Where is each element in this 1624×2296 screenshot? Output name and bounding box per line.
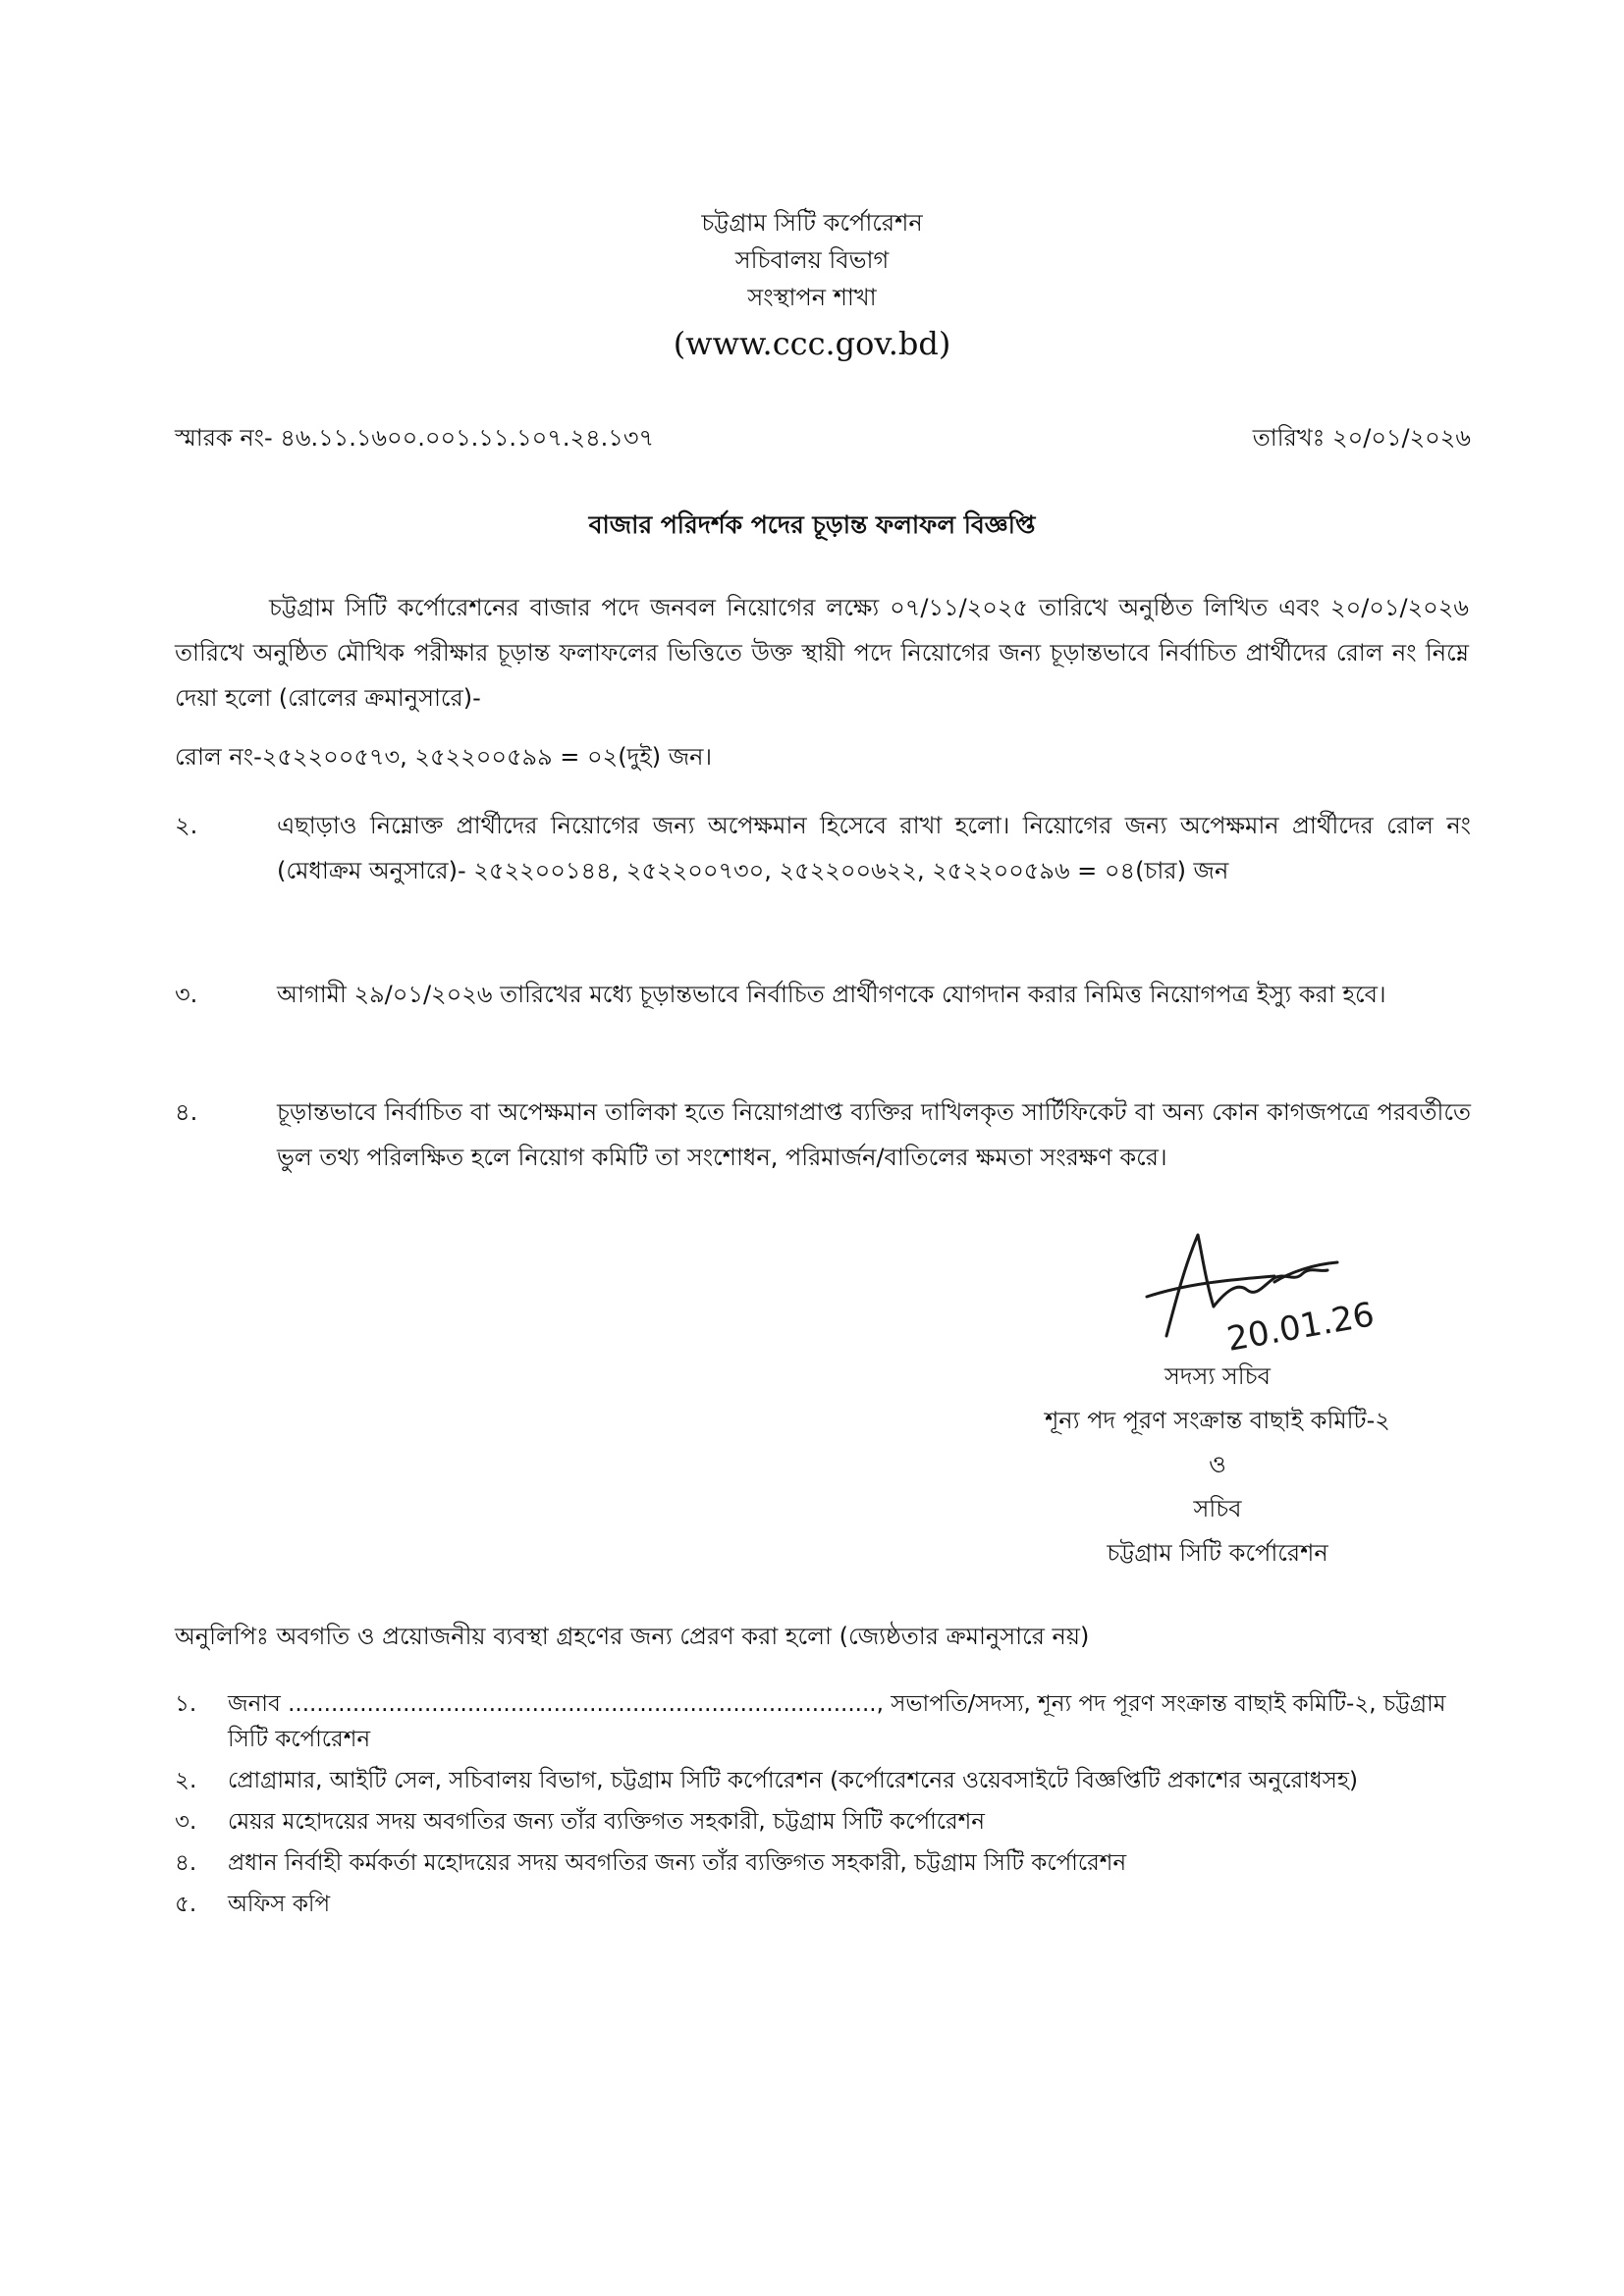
handwritten-signature [1127, 1213, 1481, 1361]
copy-number: ৪. [175, 1850, 197, 1876]
signature-date: 20.01.26 [1223, 1295, 1378, 1360]
signatory-committee: শূন্য পদ পূরণ সংক্রান্ত বাছাই কমিটি-২ [1045, 1407, 1390, 1434]
copy-text: প্রোগ্রামার, আইটি সেল, সচিবালয় বিভাগ, চট্টগ্রাম সিটি কর্পোরেশন (কর্পোরেশনের ওয়েবসাইটে বিজ্ঞপ্তিটি প্রকাশের অনুরোধসহ) [228, 1768, 1358, 1793]
branch-name: সংস্থাপন শাখা [747, 284, 877, 311]
copy-number: ৫. [175, 1892, 197, 1917]
copy-number: ২. [175, 1768, 197, 1793]
signatory-organization: চট্টগ্রাম সিটি কর্পোরেশন [1107, 1539, 1328, 1567]
copy-heading: অনুলিপিঃ অবগতি ও প্রয়োজনীয় ব্যবস্থা গ্রহণের জন্য প্রেরণ করা হলো (জ্যেষ্ঠতার ক্রমানুসারে নয়) [175, 1623, 1090, 1650]
signatory-title: সদস্য সচিব [1164, 1362, 1271, 1390]
letterhead [0, 204, 1624, 367]
copy-text: অফিস কপি [228, 1892, 331, 1917]
department-name: সচিবালয় বিভাগ [734, 246, 890, 274]
copy-text: জনাব .................................................................................., সভাপতি/সদস্য, শূন্য পদ পূরণ সংক্রান্ত বাছাই কমিটি-২, চট্টগ্রাম সিটি কর্পোরেশন [228, 1691, 1446, 1752]
signatory-conjunction: ও [1209, 1451, 1226, 1478]
copy-item [175, 1804, 1471, 1840]
copy-number: ১. [175, 1691, 197, 1717]
copy-item [175, 1845, 1471, 1881]
item-text: এছাড়াও নিম্নোক্ত প্রার্থীদের নিয়োগের জন্য অপেক্ষমান হিসেবে রাখা হলো। নিয়োগের জন্য অপেক্ষমান প্রার্থীদের রোল নং (মেধাক্রম অনুসারে)- ২৫২২০০১৪৪, ২৫২২০০৭৩০, ২৫২২০০৬২২, ২৫২২০০৫৯৬ = ০৪(চার) জন [277, 812, 1471, 884]
item-number: ৪. [175, 1098, 198, 1126]
copy-item [175, 1887, 1471, 1922]
copy-text: মেয়র মহোদয়ের সদয় অবগতির জন্য তাঁর ব্যক্তিগত সহকারী, চট্টগ্রাম সিটি কর্পোরেশন [228, 1809, 985, 1835]
selected-roll-numbers: রোল নং-২৫২২০০৫৭৩, ২৫২২০০৫৯৯ = ০২(দুই) জন। [175, 743, 713, 771]
item-text: চূড়ান্তভাবে নির্বাচিত বা অপেক্ষমান তালিকা হতে নিয়োগপ্রাপ্ত ব্যক্তির দাখিলকৃত সার্টিফিকেট বা অন্য কোন কাগজপত্রে পরবর্তীতে ভুল তথ্য পরিলক্ষিত হলে নিয়োগ কমিটি তা সংশোধন, পরিমার্জন/বাতিলের ক্ষমতা সংরক্ষণ করে। [277, 1098, 1471, 1171]
copy-item [175, 1686, 1471, 1757]
copy-item [175, 1763, 1471, 1798]
copy-list [175, 1686, 1471, 1928]
signatory-block [943, 1355, 1492, 1575]
org-name: চট্টগ্রাম সিটি কর্পোরেশন [701, 209, 923, 237]
memo-date: তারিখঃ ২০/০১/২০২৬ [1252, 424, 1471, 452]
copy-text: প্রধান নির্বাহী কর্মকর্তা মহোদয়ের সদয় অবগতির জন্য তাঁর ব্যক্তিগত সহকারী, চট্টগ্রাম সিটি কর্পোরেশন [228, 1850, 1127, 1876]
copy-number: ৩. [175, 1809, 197, 1835]
numbered-item [175, 803, 1471, 893]
item-number: ৩. [175, 981, 198, 1008]
intro-paragraph: চট্টগ্রাম সিটি কর্পোরেশনের বাজার পদে জনবল নিয়োগের লক্ষ্যে ০৭/১১/২০২৫ তারিখে অনুষ্ঠিত লিখিত এবং ২০/০১/২০২৬ তারিখে অনুষ্ঠিত মৌখিক পরীক্ষার চূড়ান্ত ফলাফলের ভিত্তিতে উক্ত স্থায়ী পদে নিয়োগের জন্য চূড়ান্তভাবে নির্বাচিত প্রার্থীদের রোল নং নিম্নে দেয়া হলো (রোলের ক্রমানুসারে)- [175, 594, 1469, 712]
numbered-item [175, 1090, 1471, 1180]
item-text: আগামী ২৯/০১/২০২৬ তারিখের মধ্যে চূড়ান্তভাবে নির্বাচিত প্রার্থীগণকে যোগদান করার নিমিত্ত নিয়োগপত্র ইস্যু করা হবে। [277, 981, 1386, 1008]
memo-reference: স্মারক নং- ৪৬.১১.১৬০০.০০১.১১.১০৭.২৪.১৩৭ [175, 424, 655, 452]
item-number: ২. [175, 812, 198, 839]
numbered-item [175, 972, 1471, 1017]
signatory-secretary: সচিব [1193, 1495, 1242, 1522]
notice-title: বাজার পরিদর্শক পদের চূড়ান্ত ফলাফল বিজ্ঞপ্তি [588, 510, 1036, 539]
website-url: (www.ccc.gov.bd) [673, 325, 951, 362]
